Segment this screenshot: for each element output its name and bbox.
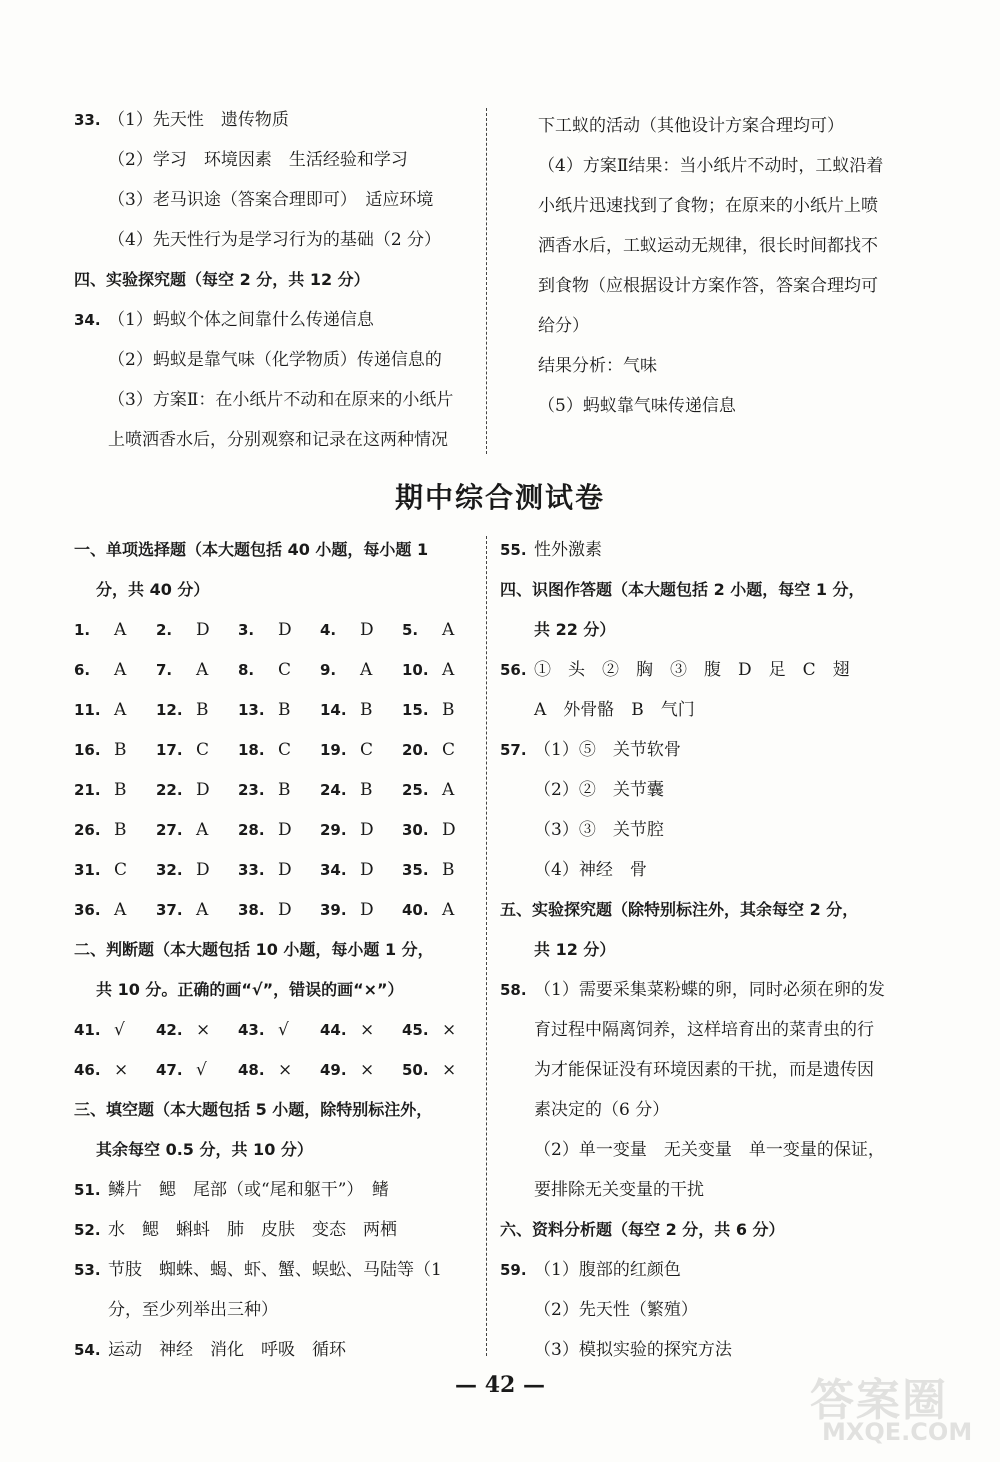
answer-cell	[320, 850, 402, 890]
question-number: 41.	[74, 1021, 101, 1039]
question-number: 7.	[156, 661, 173, 679]
answer-text: （3）方案Ⅱ：在小纸片不动和在原来的小纸片	[108, 390, 454, 410]
answer-cell	[156, 1010, 238, 1050]
question-number: 35.	[402, 861, 429, 879]
question-number: 40.	[402, 901, 429, 919]
answer-value: ×	[442, 1020, 457, 1040]
answer-value: A	[114, 700, 127, 720]
watermark-url: MXQE.COM	[822, 1418, 973, 1446]
answer-line	[500, 1010, 920, 1050]
section-heading: 三、填空题（本大题包括 5 小题，除特别标注外，	[74, 1100, 433, 1119]
answer-value: ×	[442, 1060, 457, 1080]
question-number: 12.	[156, 701, 183, 719]
answer-cell	[238, 690, 320, 730]
question-number: 57.	[500, 741, 527, 759]
page-number: — 42 —	[455, 1372, 545, 1398]
question-number: 9.	[320, 661, 337, 679]
answer-text: 分，至少列举出三种）	[108, 1300, 278, 1320]
answer-value: D	[278, 620, 292, 640]
answer-text: （4）先天性行为是学习行为的基础（2 分）	[108, 230, 442, 250]
section-heading: 共 22 分）	[534, 620, 616, 639]
answer-line	[500, 770, 920, 810]
answer-value: A	[114, 900, 127, 920]
question-number: 19.	[320, 741, 347, 759]
answer-line: 结果分析：气味	[538, 356, 657, 376]
question-number: 39.	[320, 901, 347, 919]
section-heading: 共 10 分。正确的画“√”，错误的画“×”）	[96, 980, 404, 999]
answer-text: （3）③ 关节腔	[534, 820, 664, 840]
answer-cell	[238, 770, 320, 810]
section-heading: 二、判断题（本大题包括 10 小题，每小题 1 分，	[74, 940, 434, 959]
answer-line	[500, 530, 920, 570]
answer-line: 给分）	[538, 316, 589, 336]
question-number: 49.	[320, 1061, 347, 1079]
answer-cell	[74, 690, 156, 730]
answer-cell	[238, 650, 320, 690]
answer-text: 要排除无关变量的干扰	[534, 1180, 704, 1200]
question-number: 15.	[402, 701, 429, 719]
answer-text: A 外骨骼 B 气门	[534, 700, 695, 720]
question-number: 54.	[74, 1341, 101, 1359]
answer-text: （4）神经 骨	[534, 860, 647, 880]
answer-cell	[320, 690, 402, 730]
answer-cell	[238, 1010, 320, 1050]
question-number: 22.	[156, 781, 183, 799]
answer-line: 洒香水后，工蚁运动无规律，很长时间都找不	[538, 236, 878, 256]
question-number: 52.	[74, 1221, 101, 1239]
answer-value: ×	[196, 1020, 211, 1040]
answer-cell	[320, 610, 402, 650]
answer-line	[74, 1210, 484, 1250]
answer-value: ×	[360, 1060, 375, 1080]
question-number: 21.	[74, 781, 101, 799]
answer-value: √	[278, 1020, 289, 1040]
answer-text: 鳞片 鳃 尾部（或“尾和躯干”） 鳍	[108, 1180, 389, 1200]
answer-cell	[238, 810, 320, 850]
question-number: 26.	[74, 821, 101, 839]
answer-cell	[402, 890, 484, 930]
answer-text: 性外激素	[534, 540, 602, 560]
question-number: 34.	[74, 311, 101, 329]
answer-cell	[74, 650, 156, 690]
answer-cell	[156, 730, 238, 770]
question-number: 16.	[74, 741, 101, 759]
answer-value: B	[360, 700, 373, 720]
answer-cell	[238, 1050, 320, 1090]
section-heading: 四、实验探究题（每空 2 分，共 12 分）	[74, 270, 370, 289]
question-number: 28.	[238, 821, 265, 839]
question-number: 53.	[74, 1261, 101, 1279]
answer-value: ×	[278, 1060, 293, 1080]
answer-value: ×	[360, 1020, 375, 1040]
question-number: 44.	[320, 1021, 347, 1039]
top-left-column	[74, 100, 484, 460]
question-number: 20.	[402, 741, 429, 759]
answer-cell	[156, 770, 238, 810]
answer-value: A	[114, 660, 127, 680]
answer-value: D	[196, 780, 210, 800]
answer-text: （2）② 关节囊	[534, 780, 664, 800]
answer-value: A	[114, 620, 127, 640]
question-number: 13.	[238, 701, 265, 719]
answer-value: A	[442, 620, 455, 640]
answer-text: 素决定的（6 分）	[534, 1100, 670, 1120]
question-number: 36.	[74, 901, 101, 919]
answer-value: D	[196, 860, 210, 880]
answer-value: A	[442, 660, 455, 680]
watermark-text: 答案圈	[810, 1375, 948, 1426]
answer-row	[74, 1050, 484, 1090]
answer-line	[500, 1090, 920, 1130]
column-divider-bottom	[486, 536, 487, 1356]
answer-cell	[156, 850, 238, 890]
answer-value: C	[442, 740, 456, 760]
answer-value: B	[114, 820, 127, 840]
answer-value: A	[196, 660, 209, 680]
section-heading: 分，共 40 分）	[96, 580, 210, 599]
answer-cell	[320, 730, 402, 770]
question-number: 37.	[156, 901, 183, 919]
question-number: 4.	[320, 621, 337, 639]
answer-text: （2）单一变量 无关变量 单一变量的保证，	[534, 1140, 885, 1160]
answer-value: D	[360, 900, 374, 920]
answer-line: 小纸片迅速找到了食物；在原来的小纸片上喷	[538, 196, 878, 216]
answer-line	[500, 1250, 920, 1290]
answer-cell	[74, 770, 156, 810]
answer-value: B	[114, 740, 127, 760]
answer-value: D	[360, 820, 374, 840]
answer-text: （1）需要采集菜粉蝶的卵，同时必须在卵的发	[534, 980, 885, 1000]
answer-value: B	[278, 700, 291, 720]
answer-text: 节肢 蜘蛛、蝎、虾、蟹、蜈蚣、马陆等（1	[108, 1260, 442, 1280]
answer-cell	[74, 810, 156, 850]
answer-row	[74, 610, 484, 650]
question-number: 18.	[238, 741, 265, 759]
answer-value: B	[442, 860, 455, 880]
question-number: 48.	[238, 1061, 265, 1079]
answer-text: （3）模拟实验的探究方法	[534, 1340, 732, 1360]
question-number: 5.	[402, 621, 419, 639]
answer-value: A	[360, 660, 373, 680]
answer-value: B	[196, 700, 209, 720]
answer-line	[74, 100, 484, 140]
answer-value: D	[278, 820, 292, 840]
answer-text: 为才能保证没有环境因素的干扰，而是遗传因	[534, 1060, 874, 1080]
watermark-logo	[800, 1346, 980, 1456]
section-heading: 五、实验探究题（除特别标注外，其余每空 2 分，	[500, 900, 859, 919]
answer-value: A	[442, 900, 455, 920]
answer-value: B	[360, 780, 373, 800]
answer-line	[74, 180, 484, 220]
answer-value: √	[114, 1020, 125, 1040]
answer-line	[500, 970, 920, 1010]
answer-line	[74, 380, 484, 420]
answer-line	[74, 300, 484, 340]
answer-text: 运动 神经 消化 呼吸 循环	[108, 1340, 346, 1360]
answer-value: D	[196, 620, 210, 640]
answer-line	[500, 730, 920, 770]
answer-text: （1）⑤ 关节软骨	[534, 740, 681, 760]
answer-cell	[320, 810, 402, 850]
answer-line	[500, 1050, 920, 1090]
answer-cell	[402, 1010, 484, 1050]
question-number: 55.	[500, 541, 527, 559]
answer-cell	[156, 650, 238, 690]
answer-text: （3）老马识途（答案合理即可） 适应环境	[108, 190, 434, 210]
answer-line	[500, 850, 920, 890]
answer-cell	[402, 810, 484, 850]
question-number: 6.	[74, 661, 91, 679]
exam-title: 期中综合测试卷	[394, 481, 605, 514]
answer-value: √	[196, 1060, 207, 1080]
answer-value: ×	[114, 1060, 129, 1080]
answer-line	[74, 420, 484, 460]
answer-line	[500, 1130, 920, 1170]
question-number: 33.	[238, 861, 265, 879]
answer-cell	[156, 690, 238, 730]
answer-line	[500, 650, 920, 690]
answer-cell	[402, 650, 484, 690]
answer-line	[74, 140, 484, 180]
answer-cell	[402, 610, 484, 650]
answer-value: C	[278, 660, 292, 680]
answer-text: （2）蚂蚁是靠气味（化学物质）传递信息的	[108, 350, 442, 370]
answer-line	[500, 690, 920, 730]
question-number: 32.	[156, 861, 183, 879]
bottom-right-column	[500, 530, 920, 1370]
question-number: 25.	[402, 781, 429, 799]
answer-text: （2）学习 环境因素 生活经验和学习	[108, 150, 408, 170]
answer-row	[74, 850, 484, 890]
answer-cell	[74, 610, 156, 650]
answer-line	[74, 340, 484, 380]
answer-line	[74, 1290, 484, 1330]
section-heading: 其余每空 0.5 分，共 10 分）	[96, 1140, 313, 1159]
answer-value: C	[114, 860, 128, 880]
answer-line	[74, 1250, 484, 1290]
answer-cell	[238, 610, 320, 650]
answer-value: D	[278, 860, 292, 880]
question-number: 11.	[74, 701, 101, 719]
answer-cell	[74, 1010, 156, 1050]
section-heading: 共 12 分）	[534, 940, 616, 959]
question-number: 59.	[500, 1261, 527, 1279]
section-heading: 四、识图作答题（本大题包括 2 小题，每空 1 分，	[500, 580, 865, 599]
answer-cell	[320, 1050, 402, 1090]
answer-text: ① 头 ② 胸 ③ 腹 D 足 C 翅	[534, 660, 850, 680]
question-number: 31.	[74, 861, 101, 879]
answer-value: B	[442, 700, 455, 720]
answer-cell	[238, 730, 320, 770]
question-number: 24.	[320, 781, 347, 799]
question-number: 23.	[238, 781, 265, 799]
answer-cell	[402, 690, 484, 730]
answer-line	[74, 220, 484, 260]
answer-value: B	[114, 780, 127, 800]
answer-cell	[156, 1050, 238, 1090]
answer-value: D	[360, 860, 374, 880]
answer-row	[74, 650, 484, 690]
bottom-left-column	[74, 530, 484, 1370]
question-number: 47.	[156, 1061, 183, 1079]
answer-cell	[156, 810, 238, 850]
question-number: 50.	[402, 1061, 429, 1079]
answer-line	[500, 810, 920, 850]
answer-text: 水 鳃 蝌蚪 肺 皮肤 变态 两栖	[108, 1220, 397, 1240]
answer-row	[74, 810, 484, 850]
question-number: 29.	[320, 821, 347, 839]
answer-text: （2）先天性（繁殖）	[534, 1300, 698, 1320]
answer-row	[74, 690, 484, 730]
question-number: 51.	[74, 1181, 101, 1199]
answer-cell	[74, 850, 156, 890]
question-number: 33.	[74, 111, 101, 129]
answer-value: A	[196, 820, 209, 840]
question-number: 14.	[320, 701, 347, 719]
answer-cell	[402, 850, 484, 890]
answer-row	[74, 770, 484, 810]
question-number: 46.	[74, 1061, 101, 1079]
answer-line: （4）方案Ⅱ结果：当小纸片不动时，工蚁沿着	[538, 156, 884, 176]
answer-cell	[402, 1050, 484, 1090]
answer-row	[74, 890, 484, 930]
answer-cell	[238, 850, 320, 890]
answer-line	[74, 1330, 484, 1370]
answer-value: A	[196, 900, 209, 920]
answer-line: 下工蚁的活动（其他设计方案合理均可）	[538, 116, 844, 136]
answer-value: C	[278, 740, 292, 760]
answer-value: C	[360, 740, 374, 760]
answer-value: C	[196, 740, 210, 760]
answer-cell	[320, 890, 402, 930]
question-number: 3.	[238, 621, 255, 639]
answer-row	[74, 730, 484, 770]
question-number: 34.	[320, 861, 347, 879]
answer-cell	[156, 610, 238, 650]
question-number: 10.	[402, 661, 429, 679]
answer-cell	[320, 650, 402, 690]
question-number: 58.	[500, 981, 527, 999]
answer-value: D	[360, 620, 374, 640]
column-divider-top	[486, 108, 487, 454]
answer-value: B	[278, 780, 291, 800]
answer-line	[74, 1170, 484, 1210]
section-heading: 一、单项选择题（本大题包括 40 小题，每小题 1	[74, 540, 429, 559]
answer-cell	[320, 770, 402, 810]
answer-value: A	[442, 780, 455, 800]
question-number: 17.	[156, 741, 183, 759]
question-number: 38.	[238, 901, 265, 919]
section-heading: 六、资料分析题（每空 2 分，共 6 分）	[500, 1220, 785, 1239]
question-number: 8.	[238, 661, 255, 679]
answer-text: （1）蚂蚁个体之间靠什么传递信息	[108, 310, 374, 330]
answer-text: （1）先天性 遗传物质	[108, 110, 289, 130]
answer-cell	[402, 730, 484, 770]
answer-line: 到食物（应根据设计方案作答，答案合理均可	[538, 276, 878, 296]
answer-line	[500, 1170, 920, 1210]
answer-cell	[402, 770, 484, 810]
question-number: 30.	[402, 821, 429, 839]
answer-text: 育过程中隔离饲养，这样培育出的菜青虫的行	[534, 1020, 874, 1040]
question-number: 27.	[156, 821, 183, 839]
answer-line	[500, 1290, 920, 1330]
question-number: 56.	[500, 661, 527, 679]
question-number: 1.	[74, 621, 91, 639]
answer-cell	[156, 890, 238, 930]
answer-cell	[74, 1050, 156, 1090]
answer-row	[74, 1010, 484, 1050]
question-number: 42.	[156, 1021, 183, 1039]
question-number: 2.	[156, 621, 173, 639]
answer-cell	[74, 890, 156, 930]
top-right-column	[538, 106, 938, 426]
question-number: 45.	[402, 1021, 429, 1039]
question-number: 43.	[238, 1021, 265, 1039]
answer-value: D	[278, 900, 292, 920]
answer-cell	[320, 1010, 402, 1050]
answer-text: 上喷洒香水后，分别观察和记录在这两种情况	[108, 430, 448, 450]
answer-line: （5）蚂蚁靠气味传递信息	[538, 396, 736, 416]
answer-value: D	[442, 820, 456, 840]
answer-cell	[74, 730, 156, 770]
answer-cell	[238, 890, 320, 930]
answer-text: （1）腹部的红颜色	[534, 1260, 681, 1280]
